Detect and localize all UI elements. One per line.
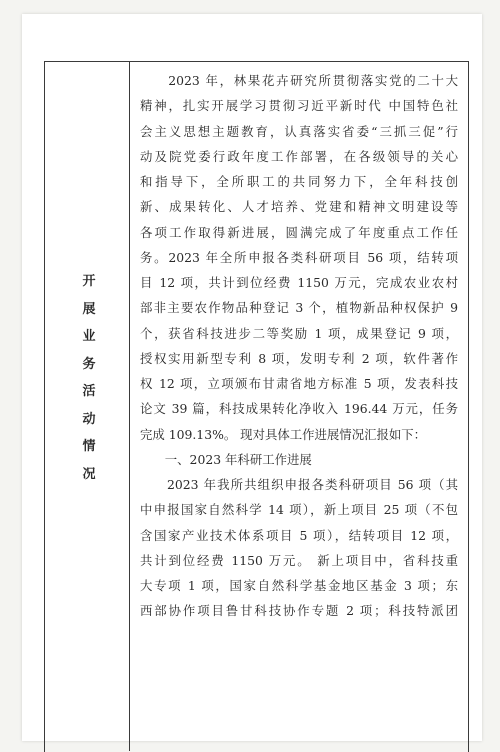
body-line: 西部协作项目鲁甘科技协作专题 2 项；科技特派团 [140,603,458,619]
row-label-char: 开 [82,274,96,289]
body-line: 完成 109.13%。 现对具体工作进展情况汇报如下： [140,426,427,442]
row-label-char: 情 [82,439,96,454]
row-label-char: 活 [82,384,96,399]
body-line: 务。2023 年全所申报各类科研项目 56 项，结转项 [140,249,458,265]
report-body [140,68,458,624]
body-line: 各项工作取得新进展，圆满完成了年度重点工作任 [140,224,458,240]
row-label-business-activities [78,268,100,488]
body-line: 2023 年，林果花卉研究所贯彻落实党的二十大 [140,73,458,88]
body-line: 会主义思想主题教育，认真落实省委“三抓三促”行 [140,123,458,139]
body-line: 共计到位经费 1150 万元。 新上项目中，省科技重 [140,552,458,568]
body-line: 部非主要农作物品种登记 3 个，植物新品种权保护 9 [140,300,458,316]
body-line: 精神，扎实开展学习贯彻习近平新时代 中国特色社 [140,98,458,114]
column-divider [129,61,130,751]
section-heading: 一、2023 年科研工作进展 [140,451,312,467]
body-line: 个，获省科技进步二等奖励 1 项，成果登记 9 项， [140,325,458,341]
body-line: 和指导下，全所职工的共同努力下，全年科技创 [140,174,458,189]
row-label-char: 况 [82,466,96,482]
body-line: 目 12 项，共计到位经费 1150 万元，完成农业农村 [140,275,458,290]
body-line: 大专项 1 项，国家自然科学基金地区基金 3 项；东 [140,578,458,593]
row-label-char: 业 [82,329,96,344]
row-label-char: 务 [82,356,96,372]
body-line: 论文 39 篇，科技成果转化净收入 196.44 万元，任务 [140,401,458,417]
row-label-char: 动 [82,411,96,427]
body-line: 含国家产业技术体系项目 5 项），结转项目 12 项， [140,527,458,543]
body-line: 中申报国家自然科学 14 项），新上项目 25 项（不包 [140,502,458,518]
body-line: 动及院党委行政年度工作部署，在各级领导的关心 [140,148,458,164]
row-label-char: 展 [82,301,96,317]
body-line: 授权实用新型专利 8 项，发明专利 2 项，软件著作 [140,350,458,366]
body-line: 权 12 项，立项颁布甘肃省地方标准 5 项，发表科技 [140,376,458,391]
body-line: 新、成果转化、人才培养、党建和精神文明建设等 [140,199,458,215]
body-line: 2023 年我所共组织申报各类科研项目 56 项（其 [140,477,458,492]
